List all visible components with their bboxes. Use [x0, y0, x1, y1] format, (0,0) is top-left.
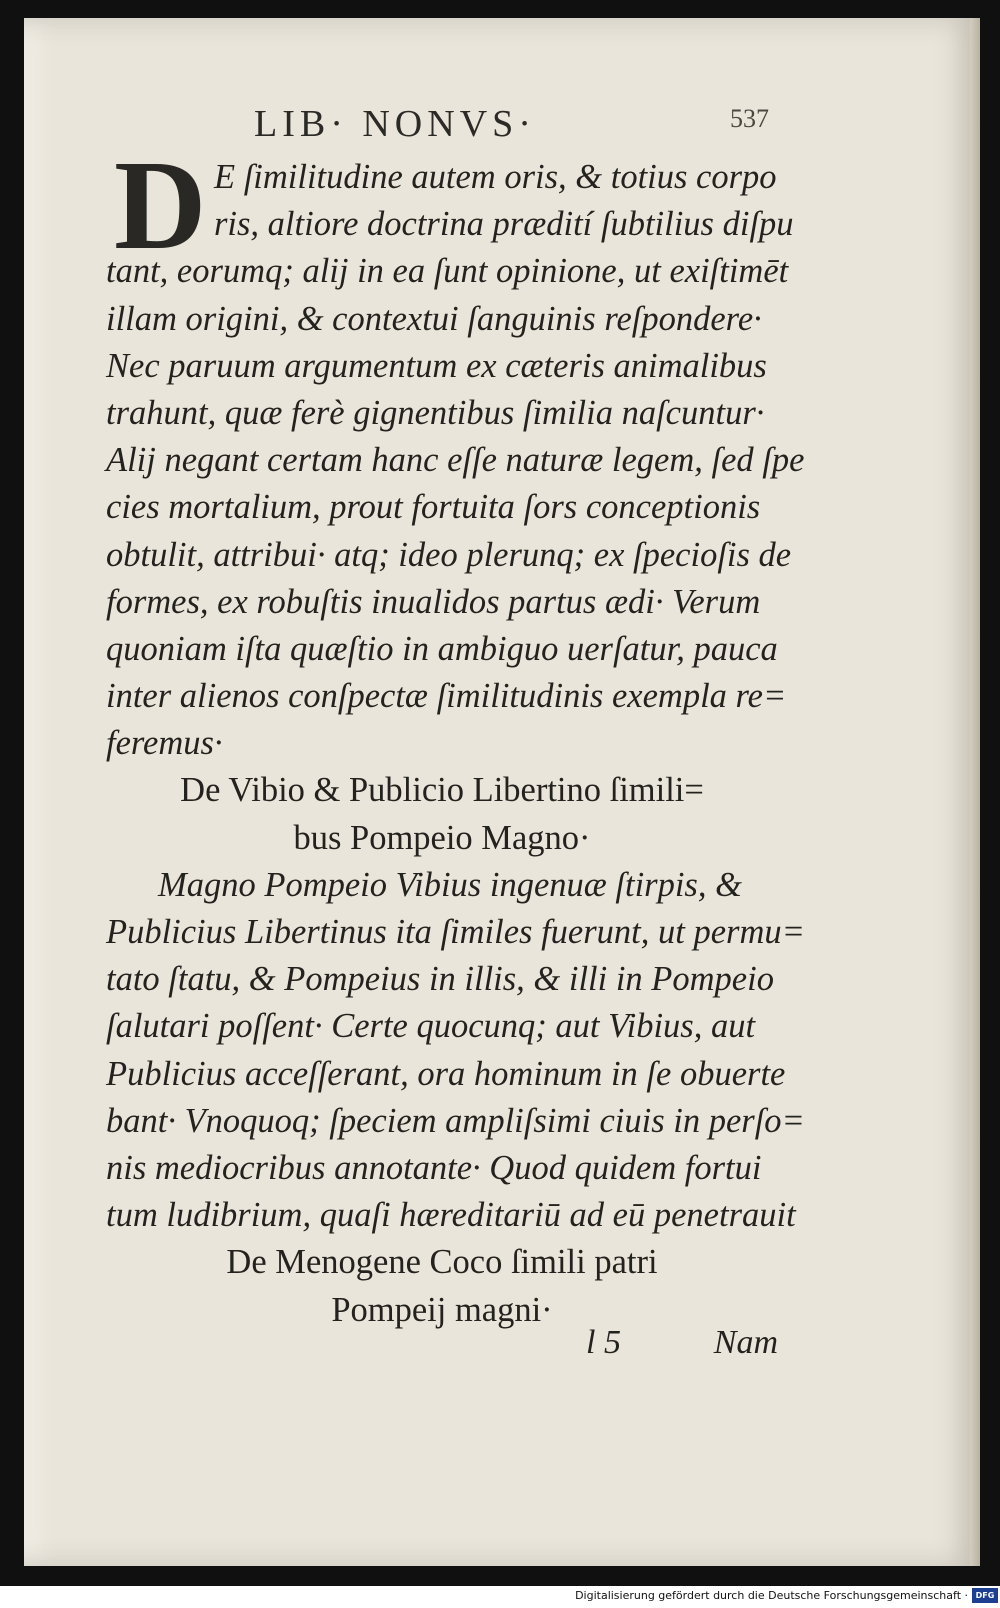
text-line: Nec paruum argumentum ex cæteris animalibus	[106, 346, 767, 385]
text-line: tum ludibrium, quaſi hæreditariū ad eū penetrauit	[106, 1196, 796, 1235]
text-line: feremus·	[106, 724, 223, 763]
text-line: tant, eorumq; alij in ea ſunt opinione, ut exiſtimēt	[106, 252, 789, 291]
text-line: ris, altiore doctrina prædití ſubtilius diſpu	[214, 205, 794, 244]
text-line: illam origini, & contextui ſanguinis reſpondere·	[106, 299, 762, 338]
page-header	[234, 98, 794, 148]
text-line: cies mortalium, prout fortuita ſors conceptionis	[106, 488, 761, 527]
text-line: ſalutari poſſent· Certe quocunq; aut Vibius, aut	[106, 1007, 756, 1046]
text-line: trahunt, quæ ferè gignentibus ſimilia naſcuntur·	[106, 393, 765, 432]
credit-text: Digitalisierung gefördert durch die Deutsche Forschungsgemeinschaft ·	[575, 1589, 968, 1602]
text-line: nis mediocribus annotante· Quod quidem fortui	[106, 1148, 762, 1187]
folio-number: 537	[730, 104, 769, 133]
text-line: Publicius Libertinus ita ſimiles fuerunt, ut permu=	[106, 913, 805, 951]
credit-bar	[0, 1586, 1000, 1608]
text-line: E ſimilitudine autem oris, & totius corpo	[214, 158, 777, 196]
text-line: inter alienos conſpectæ ſimilitudinis exempla re=	[106, 677, 787, 716]
section-heading-line: De Menogene Coco ſimili patri	[226, 1243, 658, 1282]
text-line: bant· Vnoquoq; ſpeciem ampliſsimi ciuis in perſo=	[106, 1101, 805, 1140]
text-line: formes, ex robuſtis inualidos partus ædi· Verum	[106, 582, 761, 621]
dfg-logo-icon: DFG	[972, 1588, 998, 1603]
drop-cap: D	[114, 134, 207, 276]
text-line: Publicius acceſſerant, ora hominum in ſe obuerte	[106, 1054, 786, 1093]
text-line: obtulit, attribui· atq; ideo plerunq; ex ſpecioſis de	[106, 535, 792, 574]
text-line: Magno Pompeio Vibius ingenuæ ſtirpis, &	[158, 865, 742, 904]
section-heading-line: bus Pompeio Magno·	[293, 818, 591, 857]
text-line: Alij negant certam hanc eſſe naturæ legem, ſed ſpe	[106, 441, 805, 480]
text-line: tato ſtatu, & Pompeius in illis, & illi in Pompeio	[106, 960, 774, 999]
book-page	[24, 18, 980, 1566]
section-heading-line: Pompeij magni·	[331, 1290, 553, 1329]
signature-mark: l 5	[586, 1324, 621, 1361]
text-line: quoniam iſta quæſtio in ambiguo uerſatur, pauca	[106, 629, 778, 668]
page-footer	[106, 1324, 778, 1372]
main-text	[106, 134, 805, 1334]
section-heading-line: De Vibio & Publicio Libertino ſimili=	[180, 771, 704, 810]
running-title: LIB· NONVS·	[254, 103, 536, 145]
catchword: Nam	[713, 1324, 778, 1361]
